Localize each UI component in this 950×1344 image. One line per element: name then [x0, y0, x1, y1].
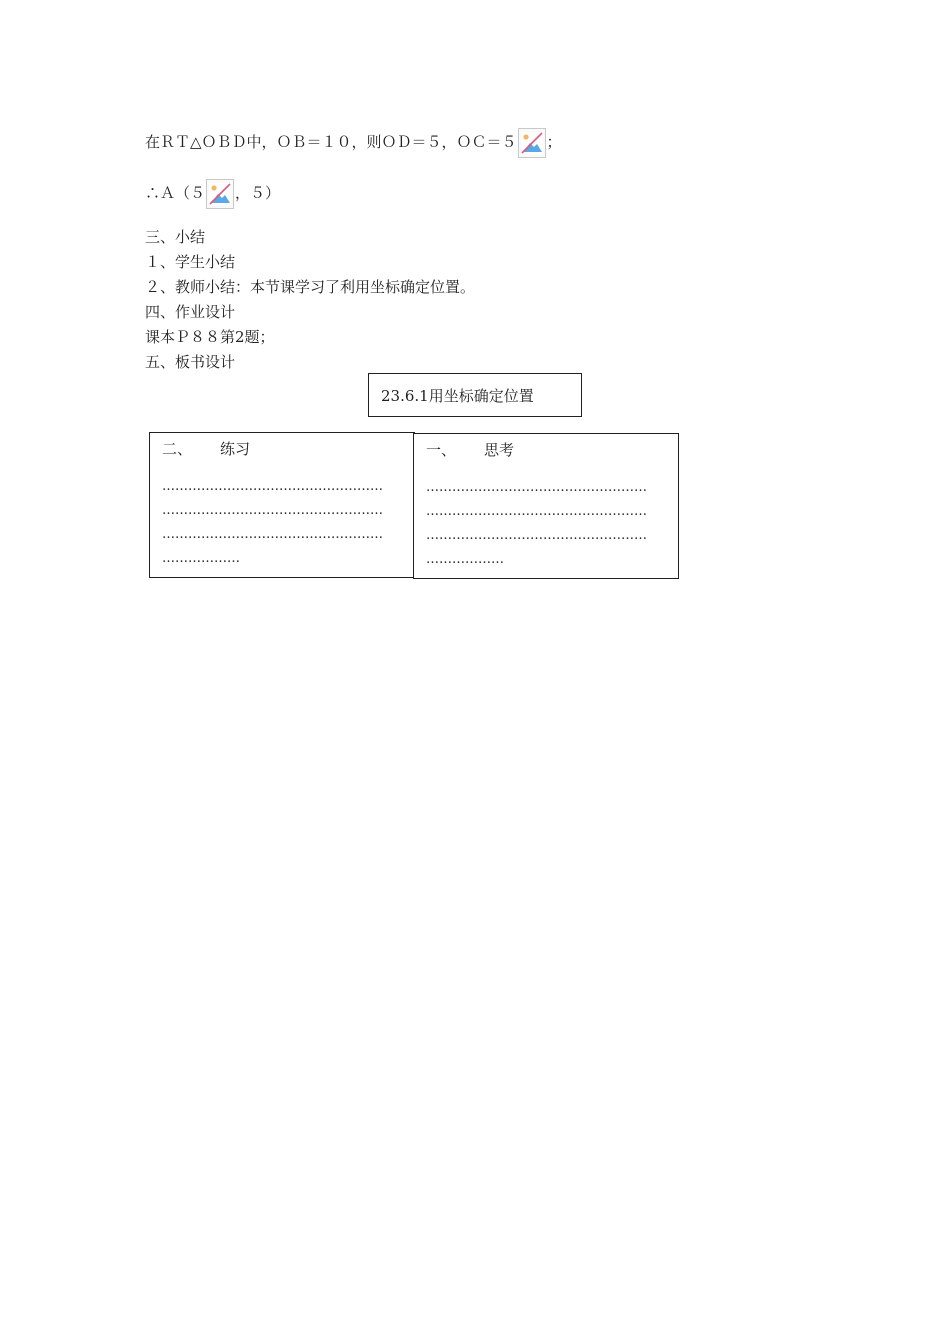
line-1-text: 在ＲＴ△ＯＢＤ中，ＯＢ＝１０，则ＯＤ＝５，ＯＣ＝５: [145, 133, 517, 151]
right-heading-number: 一、: [426, 441, 457, 459]
line-1-tail: ；: [546, 133, 562, 151]
right-box-heading: [426, 440, 678, 476]
board-left-box: [149, 432, 415, 578]
section-homework-heading: 四、作业设计: [145, 303, 236, 321]
broken-image-icon: [518, 128, 546, 158]
left-dots-line-2: ……………………………………………: [162, 503, 383, 518]
board-title-box: [368, 373, 582, 417]
summary-item-1: １、学生小结: [145, 253, 236, 271]
line-2-tail: ，５）: [235, 184, 281, 202]
right-dots-line-2: ……………………………………………: [426, 504, 647, 519]
left-heading-number: 二、: [162, 440, 193, 458]
summary-item-2: ２、教师小结：本节课学习了利用坐标确定位置。: [145, 278, 476, 296]
text-line-2: [145, 179, 280, 201]
line-2-text: ∴Ａ（５: [145, 184, 206, 202]
right-heading-label: 思考: [484, 441, 515, 459]
left-dots-line-4: ………………: [162, 551, 240, 566]
left-box-heading: [162, 439, 414, 475]
right-dots-line-3: ……………………………………………: [426, 528, 647, 543]
text-line-1: [145, 128, 562, 150]
board-title: 23.6.1用坐标确定位置: [381, 387, 534, 405]
section-summary-heading: 三、小结: [145, 228, 206, 246]
right-dots-line-4: ………………: [426, 552, 504, 567]
left-dots-line-3: ……………………………………………: [162, 527, 383, 542]
section-board-heading: 五、板书设计: [145, 353, 236, 371]
broken-image-icon: [206, 179, 234, 209]
left-dots-line-1: ……………………………………………: [162, 479, 383, 494]
right-dots-line-1: ……………………………………………: [426, 480, 647, 495]
homework-item: 课本Ｐ８８第2题；: [145, 328, 275, 346]
board-right-box: [413, 433, 679, 579]
left-heading-label: 练习: [220, 440, 251, 458]
